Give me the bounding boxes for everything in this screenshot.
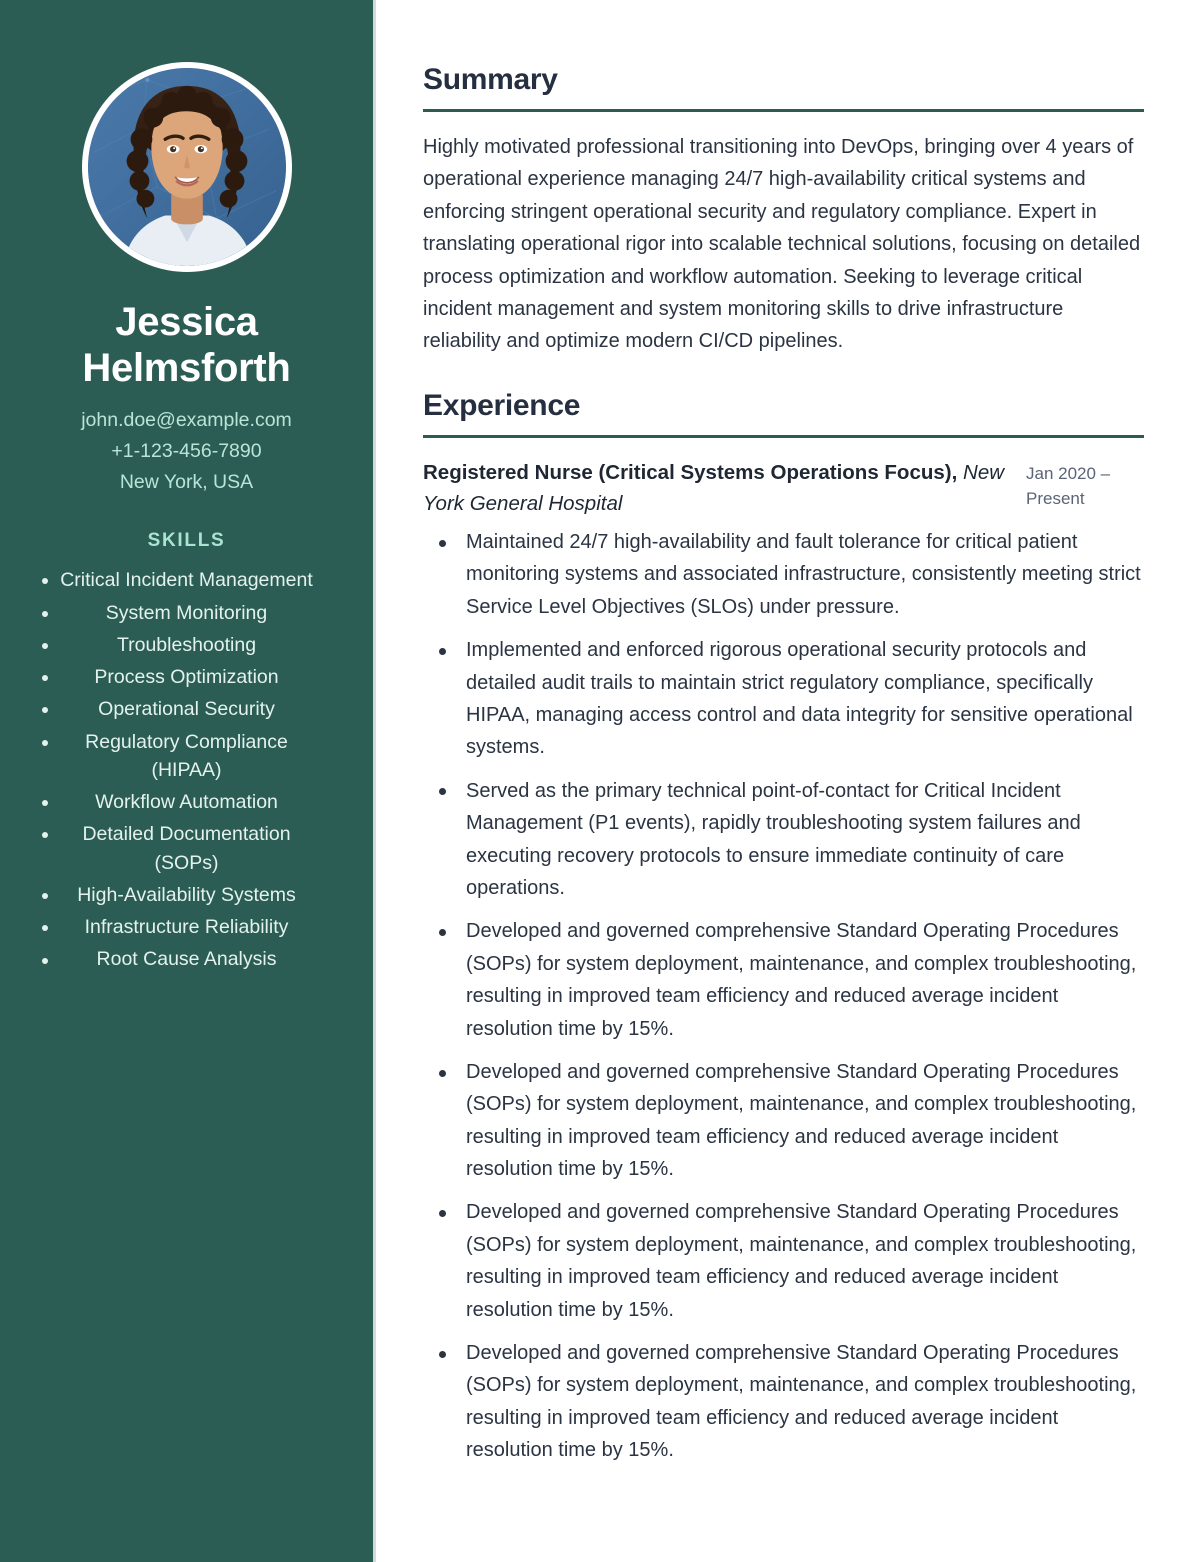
skill-label: Workflow Automation <box>95 791 278 814</box>
skill-item <box>24 695 349 723</box>
skill-label: Process Optimization <box>94 666 279 689</box>
job-bullet-text: Served as the primary technical point-of-contact for Critical Incident Management (P1 events), rapidly troubleshooting system failures and executing recovery protocols to ensure immediate continuity of care operations. <box>466 779 1081 899</box>
main-content <box>376 0 1200 1562</box>
skill-label: Troubleshooting <box>116 633 257 656</box>
skill-label: High-Availability Systems <box>77 883 296 906</box>
skill-label: Infrastructure Reliability <box>84 916 289 939</box>
profile-photo-icon <box>88 68 286 266</box>
summary-divider <box>423 109 1144 112</box>
skill-item <box>24 663 349 691</box>
bullet-icon <box>439 1210 446 1217</box>
bullet-icon <box>42 643 48 649</box>
bullet-icon <box>42 925 48 931</box>
skill-item <box>24 913 349 941</box>
skill-item <box>24 599 349 627</box>
job-bullet <box>431 1196 1144 1326</box>
skill-item <box>24 788 349 816</box>
skill-label: Root Cause Analysis <box>96 948 277 971</box>
skill-item <box>24 881 349 909</box>
experience-title: Experience <box>423 388 581 422</box>
bullet-icon <box>439 788 446 795</box>
job-bullet <box>431 775 1144 905</box>
bullet-icon <box>439 1351 446 1358</box>
job-title-line <box>423 457 1010 519</box>
contact-location: New York, USA <box>119 470 254 493</box>
experience-section <box>423 388 1144 1467</box>
skill-item <box>24 631 349 659</box>
job-role: Registered Nurse (Critical Systems Operations Focus), <box>423 460 958 484</box>
bullet-icon <box>439 648 446 655</box>
skill-label: Critical Incident Management <box>60 569 313 592</box>
bullet-icon <box>42 958 48 964</box>
bullet-icon <box>42 800 48 806</box>
summary-section <box>423 62 1144 358</box>
skill-label: System Monitoring <box>105 601 268 624</box>
job-bullet-text: Implemented and enforced rigorous operational security protocols and detailed audit trails to maintain strict regulatory compliance, specifically HIPAA, managing access control and data integrity for sensitive operational systems. <box>466 639 1133 759</box>
skill-item <box>24 820 349 877</box>
avatar <box>82 62 292 272</box>
contact-phone[interactable]: +1-123-456-7890 <box>111 439 262 462</box>
job-bullet <box>431 526 1144 623</box>
skill-label: Regulatory Compliance (HIPAA) <box>85 730 288 781</box>
experience-divider <box>423 435 1144 438</box>
skill-label: Operational Security <box>98 698 275 721</box>
job-bullet-text: Developed and governed comprehensive Standard Operating Procedures (SOPs) for system deployment, maintenance, and complex troubleshooting, resulting in improved team efficiency and reduced average incident resolution time by 15%. <box>466 1342 1137 1462</box>
contact-email[interactable]: john.doe@example.com <box>81 409 292 432</box>
sidebar <box>0 0 376 1562</box>
skills-section <box>24 530 349 977</box>
bullet-icon <box>42 707 48 713</box>
skills-heading: SKILLS <box>147 530 226 552</box>
bullet-icon <box>42 740 48 746</box>
skill-item <box>24 566 349 594</box>
summary-text: Highly motivated professional transitioning into DevOps, bringing over 4 years of operational experience managing 24/7 high-availability critical systems and enforcing stringent operational security and regulatory compliance. Expert in translating operational rigor into scalable technical solutions, focusing on detailed process optimization and workflow automation. Seeking to leverage critical incident management and system monitoring skills to drive infrastructure reliability and optimize modern CI/CD pipelines. <box>423 136 1141 353</box>
job-bullet <box>431 634 1144 764</box>
skills-list <box>24 566 349 973</box>
job-company: New York General Hospital <box>423 460 1005 515</box>
job-bullet-text: Maintained 24/7 high-availability and fault tolerance for critical patient monitoring systems and associated infrastructure, consistently meeting strict Service Level Objectives (SLOs) under pressure. <box>466 531 1141 618</box>
skill-item <box>24 945 349 973</box>
skill-label: Detailed Documentation (SOPs) <box>82 823 291 874</box>
contact-block <box>81 407 292 496</box>
bullet-icon <box>42 832 48 838</box>
page-title: Jessica Helmsforth <box>82 300 291 390</box>
skill-item <box>24 728 349 785</box>
job-bullets <box>423 526 1144 1467</box>
job-bullet-text: Developed and governed comprehensive Standard Operating Procedures (SOPs) for system deployment, maintenance, and complex troubleshooting, resulting in improved team efficiency and reduced average incident resolution time by 15%. <box>466 1201 1137 1321</box>
job-header <box>423 457 1144 519</box>
job-bullet <box>431 1337 1144 1467</box>
bullet-icon <box>42 893 48 899</box>
bullet-icon <box>439 929 446 936</box>
summary-title: Summary <box>423 63 558 96</box>
bullet-icon <box>42 611 48 617</box>
job-dates: Jan 2020 – Present <box>1026 463 1111 509</box>
bullet-icon <box>439 1070 446 1077</box>
job-bullet-text: Developed and governed comprehensive Standard Operating Procedures (SOPs) for system deployment, maintenance, and complex troubleshooting, resulting in improved team efficiency and reduced average incident resolution time by 15%. <box>466 1060 1137 1181</box>
job-bullet <box>431 915 1144 1045</box>
job-bullet <box>431 1056 1144 1186</box>
bullet-icon <box>42 578 48 584</box>
job-bullet-text: Developed and governed comprehensive Standard Operating Procedures (SOPs) for system deployment, maintenance, and complex troubleshooting, resulting in improved team efficiency and reduced average incident resolution time by 15%. <box>466 920 1137 1040</box>
bullet-icon <box>42 675 48 681</box>
experience-entry <box>423 457 1144 1467</box>
bullet-icon <box>439 540 446 547</box>
